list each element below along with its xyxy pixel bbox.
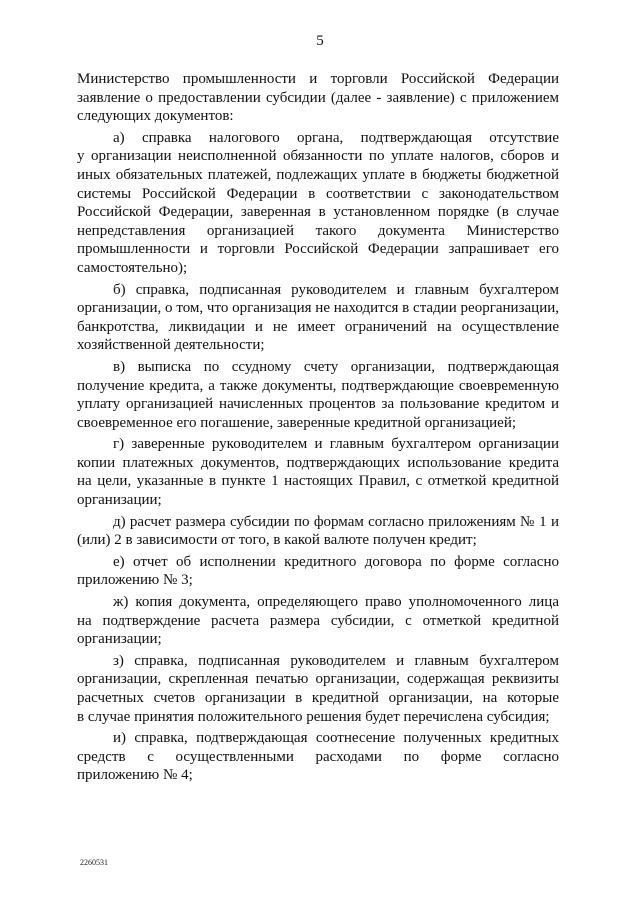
text-line: на цели, указанные в пункте 1 настоящих Правил, с отметкой кредитной (77, 473, 559, 490)
paragraph-item-b (77, 281, 559, 355)
text-line: организации; (77, 631, 162, 648)
text-line: б) справка, подписанная руководителем и главным бухгалтером (113, 281, 559, 298)
text-line: в случае принятия положительного решения будет перечислена субсидия; (77, 708, 550, 725)
text-line: е) отчет об исполнении кредитного договора по форме согласно (113, 553, 559, 570)
text-line: копии платежных документов, подтверждающих использование кредита (77, 454, 559, 471)
paragraph-item-i (77, 729, 559, 785)
text-line: хозяйственной деятельности; (77, 337, 265, 354)
text-line: в) выписка по ссудному счету организации, подтверждающая (113, 358, 559, 375)
text-line: (или) 2 в зависимости от того, в какой валюте получен кредит; (77, 532, 477, 549)
paragraph-item-zh (77, 593, 559, 649)
text-line: непредставления организацией такого документа Министерство (77, 222, 559, 239)
text-line: расчетных счетов организации в кредитной организации, на которые (77, 690, 559, 706)
text-line: получение кредита, а также документы, подтверждающие своевременную (77, 377, 559, 394)
paragraph-item-g (77, 435, 559, 509)
text-line: организации; (77, 492, 162, 509)
text-line: приложению № 3; (77, 572, 193, 589)
text-line: системы Российской Федерации в соответствии с законодательством (77, 185, 559, 202)
text-line: у организации неисполненной обязанности по уплате налогов, сборов и (77, 148, 559, 165)
text-line: своевременное его погашение, заверенные кредитной организацией; (77, 414, 517, 431)
paragraph-item-v (77, 358, 559, 432)
document-body (77, 70, 559, 785)
text-line: Российской Федерации, заверенная в установленном порядке (в случае (77, 204, 559, 221)
text-line: уплату организацией начисленных процентов за пользование кредитом и (77, 396, 559, 413)
text-line: организации, скрепленная печатью организации, содержащая реквизиты (77, 671, 559, 688)
paragraph-item-a (77, 129, 559, 278)
text-line: приложению № 4; (77, 767, 193, 784)
text-line: самостоятельно); (77, 259, 188, 276)
text-line: з) справка, подписанная руководителем и главным бухгалтером (113, 652, 559, 669)
text-line: средств с осуществленными расходами по форме согласно (77, 748, 559, 765)
text-line: г) заверенные руководителем и главным бухгалтером организации (113, 436, 559, 453)
text-line: Министерство промышленности и торговли Российской Федерации (77, 71, 559, 87)
text-line: и) справка, подтверждающая соотнесение полученных кредитных (113, 730, 559, 747)
text-line: промышленности и торговли Российской Федерации запрашивает его (77, 241, 559, 258)
text-line: ж) копия документа, определяющего право уполномоченного лица (113, 594, 559, 611)
paragraph-item-z (77, 652, 559, 726)
page-number: 5 (316, 33, 324, 49)
text-line: банкротства, ликвидации и не имеет ограничений на осуществление (77, 318, 559, 335)
text-line: на подтверждение расчета размера субсидии, с отметкой кредитной (77, 612, 559, 629)
paragraph (77, 70, 559, 126)
paragraph-item-d (77, 513, 559, 550)
text-line: а) справка налогового органа, подтверждающая отсутствие (113, 129, 559, 146)
text-line: иных обязательных платежей, подлежащих уплате в бюджеты бюджетной (77, 166, 559, 183)
text-line: следующих документов: (77, 108, 234, 125)
text-line: д) расчет размера субсидии по формам согласно приложениям № 1 и (113, 513, 559, 530)
document-code: 2260531 (80, 858, 108, 867)
paragraph-item-e (77, 553, 559, 590)
text-line: заявление о предоставлении субсидии (далее - заявление) с приложением (77, 89, 559, 106)
text-line: организации, о том, что организация не находится в стадии реорганизации, (77, 300, 559, 317)
